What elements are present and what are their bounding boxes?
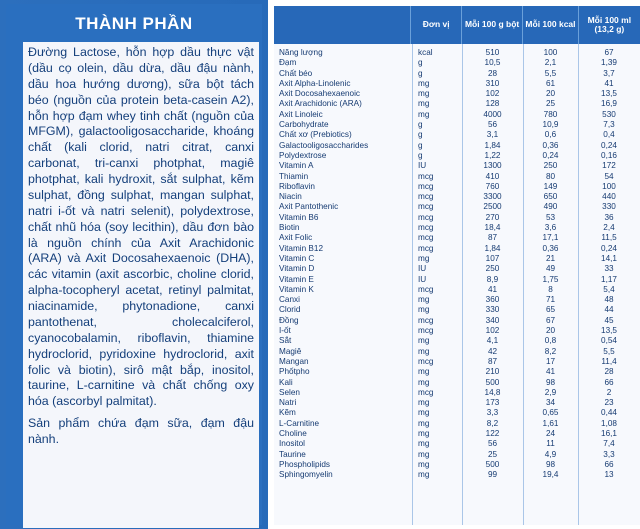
value-per-100g: 500 <box>485 377 500 387</box>
table-row <box>274 275 640 285</box>
table-row <box>274 460 640 470</box>
value-per-100kcal: 24 <box>545 428 556 438</box>
nutrient-name: Thiamin <box>279 171 309 181</box>
table-row <box>274 202 640 212</box>
nutrient-name: Vitamin B6 <box>279 212 319 222</box>
nutrient-unit: mcg <box>418 315 434 325</box>
nutrient-name: Chất béo <box>279 68 313 78</box>
value-per-100g: 8,9 <box>486 274 499 284</box>
ingredients-box <box>23 42 259 528</box>
nutrition-table-body <box>274 48 640 480</box>
table-row <box>274 408 640 418</box>
value-per-100kcal: 490 <box>543 202 558 212</box>
value-per-100kcal: 11 <box>546 439 555 449</box>
value-per-100g: 1,22 <box>484 150 501 160</box>
nutrient-unit: mg <box>418 439 430 449</box>
value-per-100ml: 13 <box>604 470 614 480</box>
value-per-100kcal: 17,1 <box>542 233 559 243</box>
ingredients-title: THÀNH PHẦN <box>75 14 193 33</box>
value-per-100kcal: 17 <box>545 356 556 366</box>
table-row <box>274 439 640 449</box>
value-per-100kcal: 49 <box>545 264 556 274</box>
value-per-100ml: 13,5 <box>601 89 617 99</box>
value-per-100g: 210 <box>485 367 500 377</box>
value-per-100g: 99 <box>487 470 498 480</box>
value-per-100kcal: 0,36 <box>542 140 559 150</box>
nutrient-unit: g <box>418 120 423 130</box>
value-per-100kcal: 8 <box>548 284 553 294</box>
nutrient-unit: mcg <box>418 202 434 212</box>
value-per-100kcal: 19,4 <box>542 470 559 480</box>
value-per-100kcal: 1,61 <box>542 418 559 428</box>
table-row <box>274 295 640 305</box>
value-per-100g: 360 <box>485 295 500 305</box>
value-per-100g: 1,84 <box>484 243 501 253</box>
value-per-100kcal: 10,9 <box>542 120 559 130</box>
value-per-100g: 250 <box>485 264 500 274</box>
table-row <box>274 172 640 182</box>
nutrient-unit: mcg <box>418 284 434 294</box>
nutrient-name: Axit Docosahexaenoic <box>279 89 361 99</box>
value-per-100kcal: 34 <box>545 398 556 408</box>
table-row <box>274 285 640 295</box>
header-per-100g: Mỗi 100 g bột <box>462 6 523 44</box>
value-per-100g: 3300 <box>483 192 502 202</box>
table-row <box>274 398 640 408</box>
value-per-100kcal: 3,6 <box>544 223 557 233</box>
table-row <box>274 161 640 171</box>
table-row <box>274 89 640 99</box>
nutrient-name: Chất xơ (Prebiotics) <box>279 130 352 140</box>
table-row <box>274 99 640 109</box>
nutrient-name: Sắt <box>279 336 292 346</box>
table-row <box>274 141 640 151</box>
value-per-100ml: 33 <box>604 264 614 274</box>
nutrient-unit: mcg <box>418 223 434 233</box>
value-per-100kcal: 65 <box>545 305 556 315</box>
value-per-100kcal: 20 <box>545 326 556 336</box>
table-row <box>274 48 640 58</box>
value-per-100ml: 172 <box>602 161 616 171</box>
nutrient-unit: mg <box>418 459 430 469</box>
value-per-100ml: 16,1 <box>601 428 617 438</box>
header-unit: Đơn vị <box>411 6 461 44</box>
value-per-100kcal: 2,1 <box>544 58 557 68</box>
value-per-100g: 330 <box>485 305 500 315</box>
value-per-100ml: 67 <box>604 48 614 57</box>
value-per-100g: 4000 <box>483 109 502 119</box>
value-per-100ml: 16,9 <box>601 99 617 109</box>
nutrient-name: Choline <box>279 428 307 438</box>
value-per-100kcal: 71 <box>545 295 556 305</box>
value-per-100kcal: 8,2 <box>544 346 557 356</box>
nutrient-name: Axit Alpha-Linolenic <box>279 78 351 88</box>
value-per-100ml: 5,5 <box>603 346 615 356</box>
value-per-100g: 128 <box>485 99 500 109</box>
nutrient-unit: mg <box>418 470 430 480</box>
value-per-100kcal: 25 <box>545 99 556 109</box>
value-per-100kcal: 2,9 <box>544 387 557 397</box>
nutrient-unit: mcg <box>418 192 434 202</box>
value-per-100ml: 7,3 <box>603 120 615 130</box>
table-row <box>274 58 640 68</box>
value-per-100kcal: 80 <box>545 171 556 181</box>
nutrient-name: I-ốt <box>279 326 291 336</box>
value-per-100ml: 0,24 <box>601 140 617 150</box>
value-per-100ml: 36 <box>604 212 614 222</box>
table-row <box>274 347 640 357</box>
value-per-100kcal: 5,5 <box>544 68 557 78</box>
nutrient-unit: g <box>418 150 423 160</box>
nutrient-unit: kcal <box>418 48 433 57</box>
value-per-100g: 10,5 <box>484 58 501 68</box>
value-per-100kcal: 0,65 <box>542 408 559 418</box>
nutrient-unit: mg <box>418 99 430 109</box>
nutrient-name: Vitamin D <box>279 264 315 274</box>
value-per-100g: 41 <box>487 284 498 294</box>
nutrient-unit: mcg <box>418 233 434 243</box>
nutrient-name: Axit Arachidonic (ARA) <box>279 99 362 109</box>
ingredients-text <box>23 42 259 448</box>
table-row <box>274 223 640 233</box>
table-row <box>274 110 640 120</box>
nutrient-unit: mg <box>418 398 430 408</box>
nutrition-table <box>274 6 640 525</box>
nutrient-unit: g <box>418 68 423 78</box>
value-per-100ml: 440 <box>602 192 616 202</box>
value-per-100ml: 1,17 <box>601 274 617 284</box>
nutrient-unit: mcg <box>418 171 434 181</box>
nutrient-name: Axit Pantothenic <box>279 202 339 212</box>
nutrient-unit: mcg <box>418 212 434 222</box>
value-per-100ml: 41 <box>604 78 614 88</box>
nutrient-name: Mangan <box>279 356 309 366</box>
value-per-100g: 4,1 <box>486 336 499 346</box>
nutrient-name: Đồng <box>279 315 299 325</box>
nutrient-unit: mg <box>418 418 430 428</box>
table-row <box>274 264 640 274</box>
nutrient-name: Biotin <box>279 223 300 233</box>
value-per-100kcal: 20 <box>545 89 556 99</box>
value-per-100g: 510 <box>485 48 500 57</box>
table-row <box>274 450 640 460</box>
nutrient-name: Phốtpho <box>279 367 310 377</box>
nutrient-name: Natri <box>279 398 297 408</box>
value-per-100ml: 54 <box>604 171 614 181</box>
value-per-100kcal: 0,8 <box>544 336 557 346</box>
nutrient-unit: IU <box>418 274 427 284</box>
nutrient-name: Năng lượng <box>279 48 323 57</box>
table-row <box>274 213 640 223</box>
value-per-100ml: 2 <box>606 387 612 397</box>
value-per-100ml: 23 <box>604 398 614 408</box>
value-per-100ml: 5,4 <box>603 284 615 294</box>
table-row <box>274 254 640 264</box>
value-per-100kcal: 98 <box>545 377 556 387</box>
value-per-100kcal: 250 <box>543 161 558 171</box>
nutrient-unit: mg <box>418 109 430 119</box>
table-row <box>274 305 640 315</box>
nutrient-name: L-Carnitine <box>279 418 320 428</box>
value-per-100kcal: 0,24 <box>542 150 559 160</box>
nutrient-name: Vitamin B12 <box>279 243 323 253</box>
value-per-100ml: 3,3 <box>603 449 615 459</box>
nutrient-name: Vitamin C <box>279 253 315 263</box>
table-row <box>274 378 640 388</box>
value-per-100g: 42 <box>487 346 498 356</box>
nutrient-unit: mcg <box>418 181 434 191</box>
value-per-100g: 102 <box>485 326 500 336</box>
table-row <box>274 244 640 254</box>
value-per-100ml: 28 <box>604 367 614 377</box>
value-per-100kcal: 1,75 <box>542 274 559 284</box>
nutrient-unit: mg <box>418 78 430 88</box>
nutrient-name: Carbohydrate <box>279 120 329 130</box>
nutrient-unit: mg <box>418 336 430 346</box>
value-per-100g: 760 <box>485 181 500 191</box>
nutrient-unit: mg <box>418 346 430 356</box>
table-row <box>274 357 640 367</box>
value-per-100ml: 66 <box>604 459 614 469</box>
nutrient-unit: mg <box>418 295 430 305</box>
value-per-100ml: 11,4 <box>601 356 617 366</box>
nutrient-unit: mcg <box>418 243 434 253</box>
nutrient-unit: IU <box>418 264 427 274</box>
value-per-100g: 1,84 <box>484 140 501 150</box>
value-per-100ml: 11,5 <box>601 233 617 243</box>
nutrient-name: Inositol <box>279 439 305 449</box>
nutrition-table-header <box>274 6 640 44</box>
value-per-100g: 3,3 <box>486 408 499 418</box>
value-per-100kcal: 4,9 <box>544 449 557 459</box>
value-per-100kcal: 0,6 <box>544 130 557 140</box>
value-per-100g: 87 <box>487 233 498 243</box>
nutrient-name: Axit Linoleic <box>279 109 323 119</box>
table-row <box>274 429 640 439</box>
value-per-100ml: 44 <box>604 305 614 315</box>
value-per-100g: 14,8 <box>484 387 501 397</box>
table-row <box>274 326 640 336</box>
value-per-100ml: 0,4 <box>603 130 615 140</box>
value-per-100ml: 45 <box>604 315 614 325</box>
value-per-100kcal: 780 <box>543 109 558 119</box>
nutrient-unit: g <box>418 58 423 68</box>
table-row <box>274 130 640 140</box>
value-per-100ml: 100 <box>602 181 616 191</box>
value-per-100ml: 2,4 <box>603 223 615 233</box>
nutrient-name: Galactooligosaccharides <box>279 140 369 150</box>
table-row <box>274 120 640 130</box>
ingredients-panel <box>6 4 262 525</box>
header-per-100kcal: Mỗi 100 kcal <box>523 6 578 44</box>
value-per-100ml: 0,16 <box>601 150 617 160</box>
value-per-100ml: 0,54 <box>601 336 617 346</box>
header-name <box>274 6 411 44</box>
nutrient-name: Vitamin A <box>279 161 314 171</box>
nutrient-unit: mg <box>418 89 430 99</box>
value-per-100g: 410 <box>485 171 500 181</box>
value-per-100g: 18,4 <box>484 223 501 233</box>
value-per-100g: 310 <box>485 78 500 88</box>
table-row <box>274 69 640 79</box>
value-per-100g: 56 <box>487 120 498 130</box>
value-per-100kcal: 100 <box>543 48 558 57</box>
nutrient-name: Sphingomyelin <box>279 470 333 480</box>
value-per-100kcal: 21 <box>545 253 556 263</box>
table-row <box>274 79 640 89</box>
value-per-100ml: 7,4 <box>603 439 615 449</box>
value-per-100g: 102 <box>485 89 500 99</box>
value-per-100kcal: 41 <box>545 367 556 377</box>
nutrient-name: Canxi <box>279 295 300 305</box>
value-per-100g: 500 <box>485 459 500 469</box>
nutrient-name: Kẽm <box>279 408 296 418</box>
value-per-100g: 107 <box>485 253 500 263</box>
value-per-100ml: 1,08 <box>601 418 617 428</box>
nutrient-name: Vitamin E <box>279 274 314 284</box>
table-row <box>274 419 640 429</box>
value-per-100g: 270 <box>485 212 500 222</box>
value-per-100g: 25 <box>487 449 498 459</box>
value-per-100g: 3,1 <box>486 130 499 140</box>
allergen-paragraph: Sản phẩm chứa đạm sữa, đạm đậu nành. <box>28 416 254 446</box>
nutrient-unit: mg <box>418 377 430 387</box>
value-per-100kcal: 98 <box>545 459 556 469</box>
value-per-100ml: 530 <box>602 109 616 119</box>
value-per-100kcal: 67 <box>545 315 556 325</box>
value-per-100g: 56 <box>487 439 498 449</box>
nutrient-unit: mcg <box>418 387 434 397</box>
nutrient-unit: mg <box>418 367 430 377</box>
nutrient-unit: mcg <box>418 326 434 336</box>
value-per-100ml: 14,1 <box>601 253 617 263</box>
value-per-100kcal: 53 <box>545 212 556 222</box>
nutrient-name: Đạm <box>279 58 297 68</box>
nutrient-name: Axit Folic <box>279 233 313 243</box>
value-per-100g: 173 <box>485 398 500 408</box>
table-row <box>274 192 640 202</box>
nutrient-name: Magiê <box>279 346 302 356</box>
value-per-100g: 2500 <box>483 202 502 212</box>
nutrient-unit: g <box>418 130 423 140</box>
value-per-100ml: 1,39 <box>601 58 617 68</box>
nutrient-name: Polydextrose <box>279 150 327 160</box>
value-per-100g: 122 <box>485 428 500 438</box>
value-per-100ml: 66 <box>604 377 614 387</box>
value-per-100ml: 13,5 <box>601 326 617 336</box>
nutrient-name: Taurine <box>279 449 306 459</box>
value-per-100g: 28 <box>487 68 498 78</box>
nutrient-name: Phospholipids <box>279 459 330 469</box>
table-row <box>274 470 640 480</box>
nutrient-name: Vitamin K <box>279 284 314 294</box>
value-per-100kcal: 149 <box>543 181 558 191</box>
nutrient-name: Selen <box>279 387 300 397</box>
nutrition-panel <box>268 0 640 529</box>
table-row <box>274 151 640 161</box>
table-row <box>274 316 640 326</box>
nutrient-name: Clorid <box>279 305 301 315</box>
table-row <box>274 182 640 192</box>
table-row <box>274 336 640 346</box>
table-row <box>274 233 640 243</box>
ingredients-header <box>6 4 262 44</box>
value-per-100g: 87 <box>487 356 498 366</box>
header-per-100ml: Mỗi 100 ml (13,2 g) <box>587 14 632 34</box>
value-per-100g: 340 <box>485 315 500 325</box>
value-per-100ml: 0,44 <box>601 408 617 418</box>
nutrient-name: Kali <box>279 377 293 387</box>
nutrient-unit: mg <box>418 305 430 315</box>
value-per-100kcal: 650 <box>543 192 558 202</box>
nutrient-name: Riboflavin <box>279 181 315 191</box>
value-per-100g: 8,2 <box>486 418 499 428</box>
value-per-100ml: 0,24 <box>601 243 617 253</box>
ingredients-paragraph: Đường Lactose, hỗn hợp dầu thực vật (dầu cọ olein, dầu dừa, dầu đậu nành, dầu hoa hướng dương), sữa bột tách béo (nguồn của protein beta-casein A2), hỗn hợp đạm whey tinh chất (nguồn của MFGM), galactooligosaccharide, khoáng chất (kali clorid, natri citrat, canxi carbonat, tri-canxi photphat, magiê photphat, kali hydroxit, sắt sulphat, kẽm sulphat, đồng sulphat, mangan sulphat, natri i-ốt và natri selenit), polydextrose, chất nhũ hóa (soy lecithin), dầu đơn bào là nguồn chính của Axit Arachidonic (ARA) và Axit Docosahexaenoic (DHA), các vitamin (axit ascorbic, choline clorid, alpha-tocopheryl acetat, retinyl palmitat, niacinamide, phytonadione, canxi pantothenat, cholecalciferol, cyanocobalamin, riboflavin, thiamine hydroclorid, pyridoxine hydroclorid, axit folic và biotin), sirô mật bắp, inositol, taurine, L-carnitine và chất chống oxy hóa (ascorbyl palmitat). <box>28 45 254 409</box>
nutrient-unit: mcg <box>418 356 434 366</box>
nutrient-name: Niacin <box>279 192 302 202</box>
nutrient-unit: IU <box>418 161 427 171</box>
value-per-100ml: 330 <box>602 202 616 212</box>
nutrient-unit: mg <box>418 428 430 438</box>
nutrient-unit: g <box>418 140 423 150</box>
nutrient-unit: mg <box>418 408 430 418</box>
nutrient-unit: mg <box>418 449 430 459</box>
value-per-100kcal: 61 <box>545 78 556 88</box>
table-row <box>274 367 640 377</box>
value-per-100ml: 48 <box>604 295 614 305</box>
nutrient-unit: mg <box>418 253 430 263</box>
value-per-100kcal: 0,36 <box>542 243 559 253</box>
value-per-100ml: 3,7 <box>603 68 615 78</box>
table-row <box>274 388 640 398</box>
value-per-100g: 1300 <box>483 161 502 171</box>
